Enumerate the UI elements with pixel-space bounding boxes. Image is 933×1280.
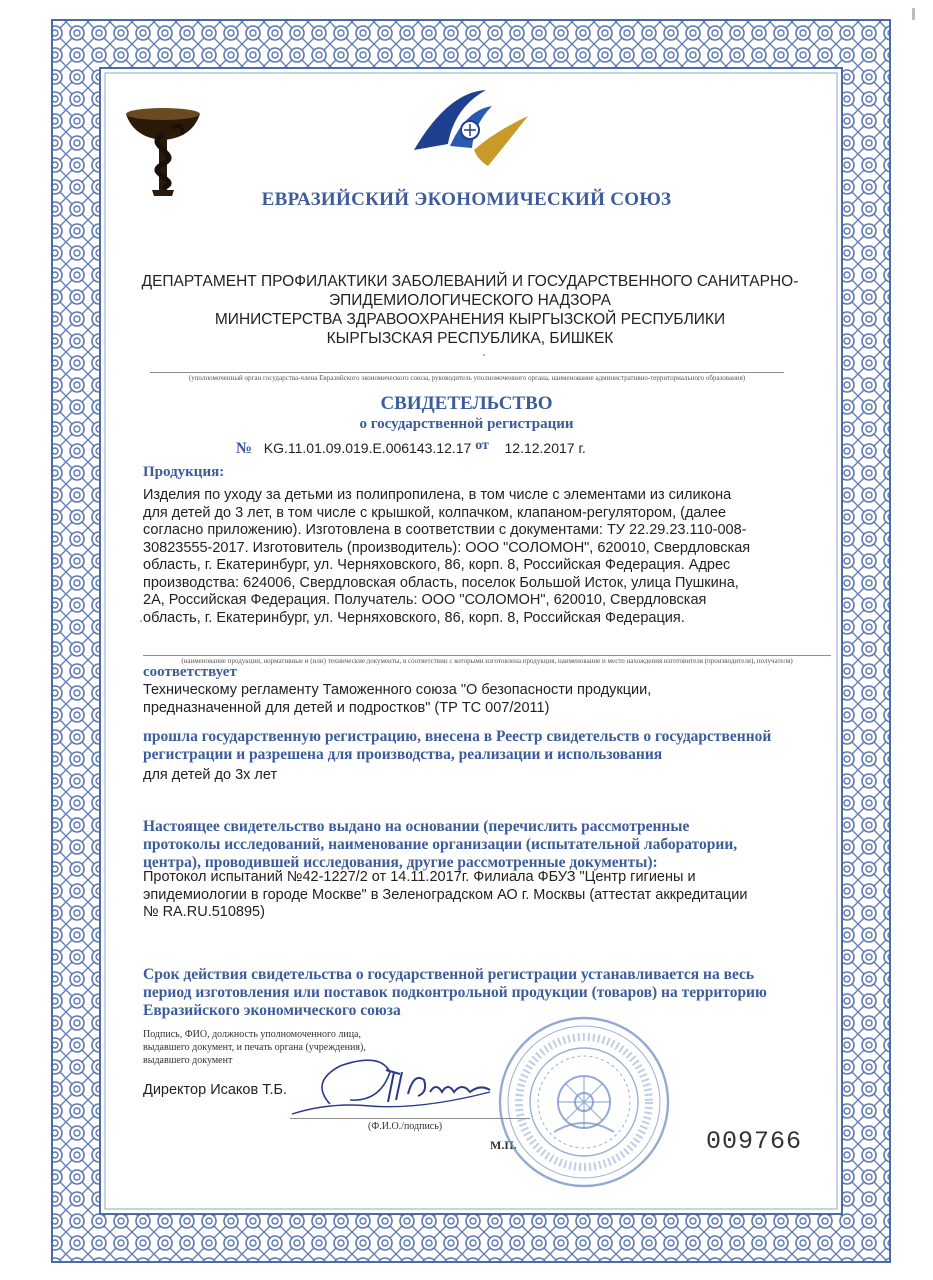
product-line: область, г. Екатеринбург, ул. Черняховского, 86, корп. 8, Российская Федерация. bbox=[143, 609, 685, 626]
union-title: ЕВРАЗИЙСКИЙ ЭКОНОМИЧЕСКИЙ СОЮЗ bbox=[261, 189, 672, 210]
registration-line: прошла государственную регистрацию, внесена в Реестр свидетельств о государственной bbox=[143, 728, 772, 745]
director-name: Директор Исаков Т.Б. bbox=[143, 1082, 288, 1098]
department-line: ЭПИДЕМИОЛОГИЧЕСКОГО НАДЗОРА bbox=[328, 292, 612, 309]
conformity-line: Техническому регламенту Таможенного союза "О безопасности продукции, bbox=[143, 682, 652, 698]
department-line: КЫРГЫЗСКАЯ РЕСПУБЛИКА, БИШКЕК bbox=[326, 330, 614, 347]
basis-heading bbox=[143, 818, 833, 872]
department-line: МИНИСТЕРСТВА ЗДРАВООХРАНЕНИЯ КЫРГЫЗСКОЙ РЕСПУБЛИКИ bbox=[214, 311, 726, 328]
basis-text bbox=[143, 869, 833, 922]
certificate-number-row bbox=[236, 438, 586, 458]
speck bbox=[483, 354, 485, 356]
signature-hint-line: выдавшего документ bbox=[143, 1055, 233, 1066]
department-hint: (уполномоченный орган государства-члена Евразийского экономического союза, руководитель уполномоченного органа, наименование административно-территориального образования) bbox=[188, 374, 746, 382]
product-underline bbox=[143, 655, 831, 656]
stamp-place-label: М.П. bbox=[490, 1138, 517, 1152]
certificate-date: 12.12.2017 г. bbox=[504, 440, 586, 456]
validity-line: период изготовления или поставок подконтрольной продукции (товаров) на территорию bbox=[143, 984, 767, 1001]
product-line: область, г. Екатеринбург, ул. Черняховского, 86, корп. 8, Российская Федерация. Адрес bbox=[143, 557, 731, 573]
product-description bbox=[143, 487, 823, 627]
product-hint: (наименование продукции, нормативные и (или) технические документы, в соответствии с которыми изготовлена продукция, наименование и место нахождения изготовителя (производителя), получателя) bbox=[181, 657, 793, 665]
basis-heading-line: Настоящее свидетельство выдано на основании (перечислить рассмотренные bbox=[143, 818, 690, 835]
registration-line: регистрации и разрешена для производства, реализации и использования bbox=[143, 746, 663, 763]
registration-scope: для детей до 3х лет bbox=[143, 767, 278, 783]
department-line: ДЕПАРТАМЕНТ ПРОФИЛАКТИКИ ЗАБОЛЕВАНИЙ И ГОСУДАРСТВЕННОГО САНИТАРНО- bbox=[141, 273, 799, 290]
speck bbox=[912, 8, 915, 20]
product-line: 2А, Российская Федерация. Получатель: ООО "СОЛОМОН", 620010, Свердловская bbox=[143, 592, 707, 608]
official-stamp-seal bbox=[496, 1014, 672, 1190]
fio-hint: (Ф.И.О./подпись) bbox=[368, 1121, 443, 1132]
product-line: 30823555-2017. Изготовитель (производитель): ООО "СОЛОМОН", 620010, Свердловская bbox=[143, 539, 751, 556]
basis-line: Протокол испытаний №42-1227/2 от 14.11.2017г. Филиала ФБУЗ "Центр гигиены и bbox=[143, 869, 696, 885]
conformity-text bbox=[143, 682, 823, 717]
signature-line bbox=[290, 1118, 530, 1119]
serial-number: 009766 bbox=[706, 1127, 803, 1156]
product-line: Изделия по уходу за детьми из полипропилена, в том числе с элементами из силикона bbox=[143, 487, 732, 503]
conformity-label: соответствует bbox=[143, 664, 237, 680]
handwritten-signature bbox=[290, 1052, 520, 1122]
number-label: № bbox=[236, 440, 253, 457]
certificate-number: KG.11.01.09.019.Е.006143.12.17 bbox=[263, 440, 472, 456]
basis-line: эпидемиологии в городе Москве" в Зеленоградском АО г. Москвы (аттестат аккредитации bbox=[143, 886, 748, 903]
department-underline bbox=[150, 372, 784, 373]
certificate-subtitle: о государственной регистрации bbox=[359, 416, 574, 432]
product-line: производства: 624006, Свердловская область, поселок Большой Исток, улица Пушкина, bbox=[143, 574, 739, 591]
date-label: от bbox=[475, 438, 489, 453]
hygieia-bowl-icon bbox=[122, 94, 204, 198]
signature-hint-line: Подпись, ФИО, должность уполномоченного лица, bbox=[143, 1029, 361, 1040]
conformity-line: предназначенной для детей и подростков" (ТР ТС 007/2011) bbox=[143, 699, 550, 716]
product-line: согласно приложению). Изготовлена в соответствии с документами: ТУ 22.29.23.110-008- bbox=[143, 522, 747, 538]
registration-statement bbox=[143, 728, 833, 764]
product-label: Продукция: bbox=[143, 464, 225, 480]
basis-heading-line: центра), проводившей исследования, другие рассмотренные документы): bbox=[143, 854, 658, 871]
validity-statement bbox=[143, 966, 833, 1020]
certificate-title: СВИДЕТЕЛЬСТВО bbox=[380, 393, 553, 414]
speck bbox=[140, 620, 142, 622]
validity-line: Евразийского экономического союза bbox=[143, 1002, 401, 1019]
validity-line: Срок действия свидетельства о государственной регистрации устанавливается на весь bbox=[143, 966, 755, 983]
eaeu-emblem-icon bbox=[408, 88, 532, 174]
product-line: для детей до 3 лет, в том числе с крышкой, колпачком, клапаном-регулятором, (далее bbox=[143, 504, 727, 521]
basis-line: № RA.RU.510895) bbox=[143, 904, 265, 920]
signature-hint-line: выдавшего документ, и печать органа (учреждения), bbox=[143, 1042, 366, 1053]
department-block bbox=[120, 272, 820, 348]
basis-heading-line: протоколы исследований, наименование организации (испытательной лаборатории, bbox=[143, 836, 738, 853]
